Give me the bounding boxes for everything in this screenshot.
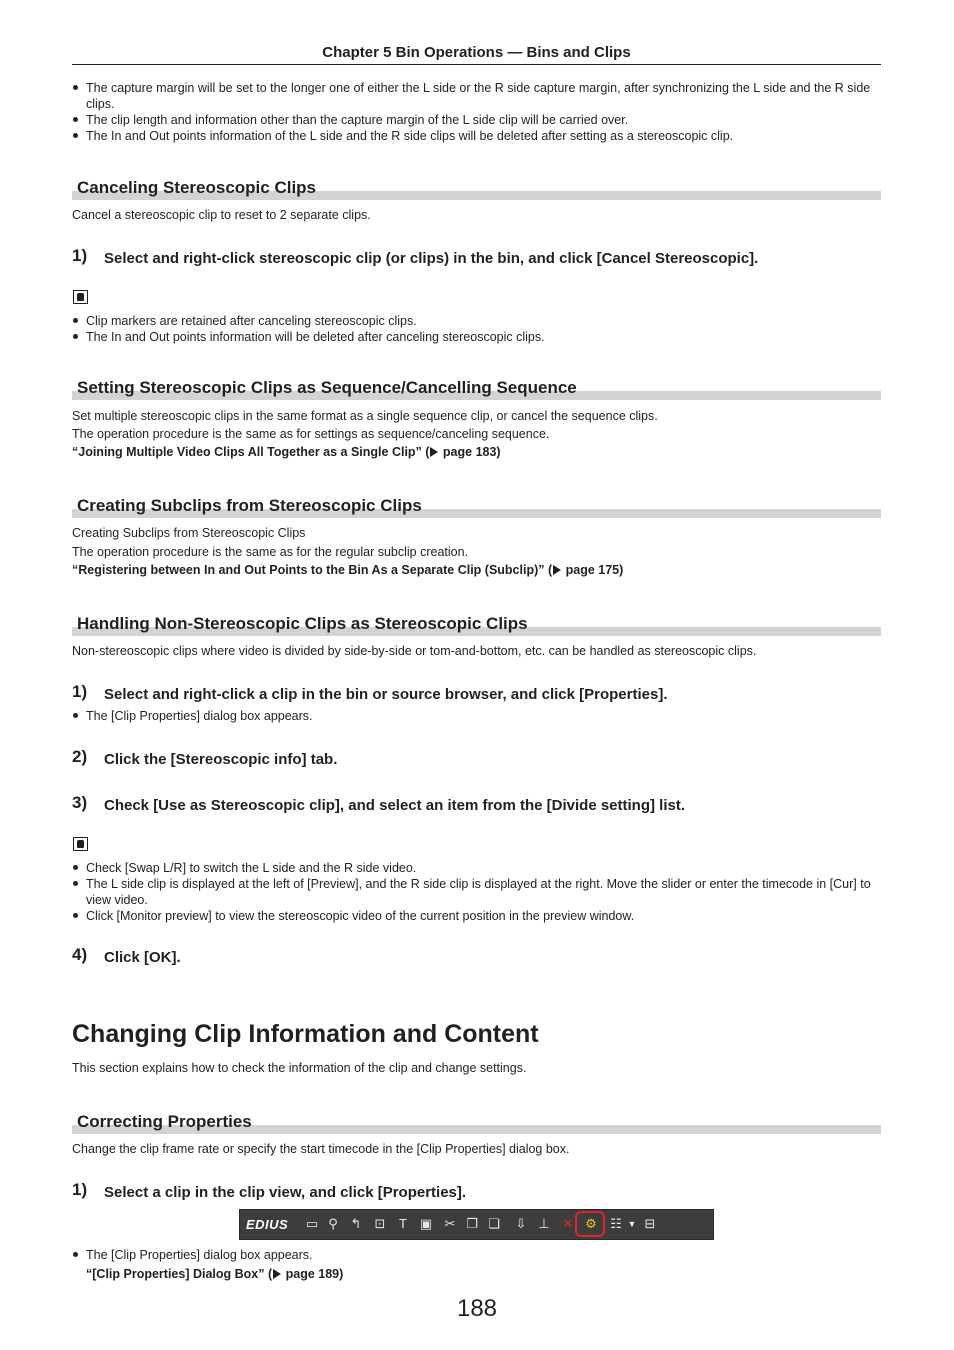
cut-icon[interactable]: ✂ — [444, 1216, 456, 1231]
section-title: Correcting Properties — [77, 1112, 252, 1131]
step-3-use-stereo — [72, 793, 882, 821]
page-arrow-icon — [553, 565, 561, 575]
properties-highlight — [575, 1211, 605, 1237]
note-icon — [73, 837, 88, 851]
list-item: The clip length and information other than the capture margin of the L side clip will be carried over. — [72, 112, 887, 128]
cross-reference-link[interactable] — [86, 1265, 901, 1283]
section-title: Handling Non-Stereoscopic Clips as Stereoscopic Clips — [77, 614, 528, 633]
register-icon[interactable]: ⊟ — [644, 1216, 656, 1231]
cross-reference-link[interactable] — [72, 443, 887, 461]
intro-bullet-list — [72, 80, 887, 144]
section-title: Setting Stereoscopic Clips as Sequence/Cancelling Sequence — [77, 378, 577, 397]
step-text: Click [OK]. — [104, 949, 181, 966]
section-description: The operation procedure is the same as for the regular subclip creation. — [72, 545, 469, 559]
step-text: Check [Use as Stereoscopic clip], and select an item from the [Divide setting] list. — [104, 797, 685, 814]
insert-icon[interactable]: ⊥ — [538, 1216, 550, 1231]
step-2-stereo-tab — [72, 747, 882, 775]
search-icon[interactable]: ⚲ — [328, 1216, 338, 1231]
title-icon[interactable]: T — [399, 1216, 407, 1231]
list-item: The [Clip Properties] dialog box appears. — [72, 708, 887, 724]
section-description: Creating Subclips from Stereoscopic Clips — [72, 526, 306, 540]
page-number: 188 — [456, 1295, 498, 1322]
bin-toolbar — [239, 1209, 714, 1240]
step-1-select-clip — [72, 1180, 882, 1208]
section-description: Non-stereoscopic clips where video is divided by side-by-side or tom-and-bottom, etc. can be handled as stereoscopic clips. — [72, 644, 757, 658]
list-item: The In and Out points information will be deleted after canceling stereoscopic clips. — [72, 329, 887, 345]
view-icon[interactable]: ☷ — [610, 1216, 622, 1231]
page-arrow-icon — [430, 447, 438, 457]
section-description: Set multiple stereoscopic clips in the same format as a single sequence clip, or cancel the sequence clips. — [72, 409, 658, 423]
list-item: The In and Out points information of the L side and the R side clips will be deleted after setting as a stereoscopic clip. — [72, 128, 887, 144]
list-item: Click [Monitor preview] to view the stereoscopic video of the current position in the preview window. — [72, 908, 887, 924]
step-number: 1) — [72, 682, 88, 701]
link-page: page 175) — [562, 563, 624, 577]
paste-icon[interactable]: ❏ — [488, 1216, 500, 1231]
section-heading-canceling — [72, 172, 881, 200]
section-description: This section explains how to check the information of the clip and change settings. — [72, 1061, 527, 1075]
list-item: Clip markers are retained after canceling stereoscopic clips. — [72, 313, 887, 329]
note-icon — [73, 290, 88, 304]
step-note-list — [72, 1247, 887, 1263]
note-list — [72, 313, 887, 345]
section-heading-nonstereo — [72, 608, 881, 636]
add-to-timeline-icon[interactable]: ⇩ — [515, 1216, 527, 1231]
section-heading-correcting — [72, 1106, 881, 1134]
list-item: The capture margin will be set to the longer one of either the L side or the R side capture margin, after synchronizing the L side and the R side clips. — [72, 80, 887, 112]
section-title: Creating Subclips from Stereoscopic Clips — [77, 496, 422, 515]
section-heading-sequence — [72, 372, 881, 400]
monitor-icon[interactable]: ▣ — [419, 1216, 433, 1231]
copy-icon[interactable]: ❐ — [466, 1216, 478, 1231]
page-arrow-icon — [273, 1269, 281, 1279]
step-text: Select a clip in the clip view, and click [Properties]. — [104, 1184, 467, 1201]
properties-icon[interactable]: ⚙ — [585, 1216, 597, 1231]
step-text: Select and right-click stereoscopic clip (or clips) in the bin, and click [Cancel Stereoscopic]. — [104, 250, 759, 267]
list-item: Check [Swap L/R] to switch the L side and the R side video. — [72, 860, 887, 876]
open-folder-icon[interactable]: ⊡ — [374, 1216, 386, 1231]
edius-logo: EDIUS — [246, 1217, 289, 1232]
section-description: The operation procedure is the same as for settings as sequence/canceling sequence. — [72, 427, 550, 441]
note-list — [72, 860, 887, 924]
step-1-properties — [72, 682, 882, 710]
link-page: page 183) — [439, 445, 501, 459]
step-note-list — [72, 708, 887, 724]
step-number: 2) — [72, 747, 88, 766]
link-page: page 189) — [282, 1267, 344, 1281]
step-text: Click the [Stereoscopic info] tab. — [104, 751, 338, 768]
section-title: Canceling Stereoscopic Clips — [77, 178, 317, 197]
link-text: “[Clip Properties] Dialog Box” ( — [86, 1267, 273, 1281]
list-item: The [Clip Properties] dialog box appears. — [72, 1247, 887, 1263]
cross-reference-link[interactable] — [72, 561, 887, 579]
section-heading-subclips — [72, 490, 881, 518]
step-number: 1) — [72, 1180, 88, 1199]
step-text: Select and right-click a clip in the bin or source browser, and click [Properties]. — [104, 686, 668, 703]
chapter-header: Chapter 5 Bin Operations — Bins and Clips — [72, 44, 881, 65]
folder-icon[interactable]: ▭ — [305, 1216, 319, 1231]
link-text: “Joining Multiple Video Clips All Together as a Single Clip” ( — [72, 445, 430, 459]
up-icon[interactable]: ↰ — [350, 1216, 362, 1231]
chevron-down-icon[interactable]: ▼ — [627, 1219, 637, 1229]
step-number: 3) — [72, 793, 88, 812]
step-number: 4) — [72, 945, 88, 964]
delete-icon[interactable]: ✕ — [562, 1216, 574, 1231]
step-1-cancel — [72, 246, 882, 274]
section-description: Change the clip frame rate or specify the start timecode in the [Clip Properties] dialog box. — [72, 1142, 570, 1156]
section-description: Cancel a stereoscopic clip to reset to 2 separate clips. — [72, 208, 371, 222]
chapter-section-title: Changing Clip Information and Content — [72, 1020, 539, 1048]
step-number: 1) — [72, 246, 88, 265]
list-item: The L side clip is displayed at the left of [Preview], and the R side clip is displayed at the right. Move the slider or enter the timecode in [Cur] to view video. — [72, 876, 887, 908]
link-text: “Registering between In and Out Points to the Bin As a Separate Clip (Subclip)” ( — [72, 563, 553, 577]
step-4-ok — [72, 945, 882, 973]
